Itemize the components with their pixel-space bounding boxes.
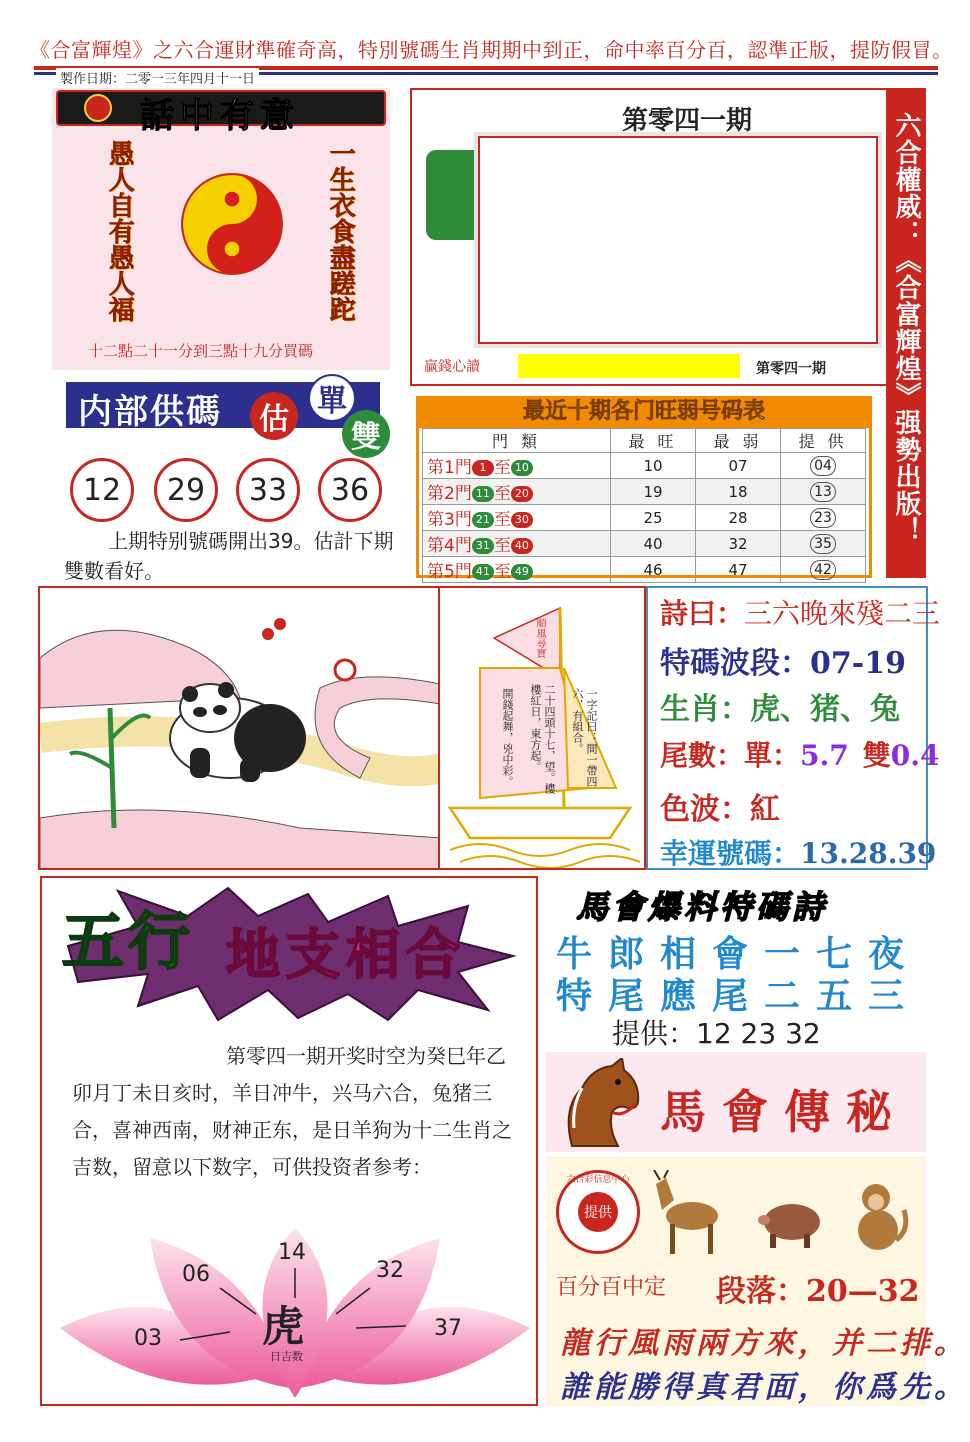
monkey-icon: [846, 1180, 910, 1256]
door-label: 第5門: [427, 562, 472, 582]
supply-number: 29: [154, 458, 218, 522]
strength-table: [422, 428, 866, 583]
mahui-poem-line: 牛郎相會一七夜: [556, 933, 921, 975]
range-value: 20—32: [806, 1274, 920, 1309]
col-header: 最 弱: [696, 429, 781, 453]
col-header: 提 供: [781, 429, 866, 453]
supply-number: 12: [70, 458, 134, 522]
seal-center: 提供: [578, 1192, 618, 1232]
sail-flag-text: 順風尋寶: [534, 618, 545, 658]
table-row: [423, 531, 866, 557]
range-to-word: 至: [493, 562, 511, 582]
poem-value: 13.28.39: [800, 837, 937, 870]
door-label: 第4門: [427, 536, 472, 556]
pig-icon: [756, 1194, 826, 1250]
brush-verse: 誰能勝得真君面，你爲先。: [560, 1370, 968, 1405]
strong-cell: 10: [611, 453, 696, 479]
poem-label: 生肖：: [660, 692, 750, 727]
wuxing-title-a: 五行: [62, 905, 195, 978]
range-label: 段落：: [716, 1274, 806, 1309]
poem-label: 雙: [862, 739, 891, 772]
provide-cell: [781, 479, 866, 505]
mahui-poem-title: 馬會爆料特碼詩: [576, 888, 829, 926]
weak-cell: 18: [696, 479, 781, 505]
issue-decoration: [426, 150, 482, 240]
strong-cell: 25: [611, 505, 696, 531]
lotus-number: 37: [434, 1316, 462, 1341]
table-header-row: [423, 429, 866, 453]
seal-ring-text: 六合彩信息中心: [566, 1175, 630, 1185]
weak-cell: 32: [696, 531, 781, 557]
provide-number: 35: [810, 534, 836, 554]
range-to: 30: [511, 512, 533, 528]
provide-number: 13: [810, 482, 836, 502]
lotus-center-zodiac: 虎: [262, 1302, 305, 1351]
panda-scene-icon: [40, 588, 440, 870]
mahui-provide-label: 提供：: [612, 1017, 697, 1050]
logo-icon: [84, 94, 112, 122]
hzyy-caption: 十二點二十一分到三點十九分買碼: [88, 342, 314, 360]
weak-cell: 47: [696, 557, 781, 583]
sail-panel: [440, 586, 646, 870]
table-row: [423, 505, 866, 531]
side-banner-text: 六合權威：《合富輝煌》强勢出版！: [891, 112, 921, 544]
door-cell: [423, 479, 611, 505]
range-to-word: 至: [493, 484, 511, 504]
provide-number: 04: [810, 456, 836, 476]
provide-cell: [781, 453, 866, 479]
panda-illustration: [38, 586, 440, 870]
supply-number: 36: [318, 458, 382, 522]
couplet-left: 愚人自有愚人福: [104, 140, 135, 322]
lotus-number: 32: [376, 1258, 404, 1283]
range-from: 11: [472, 486, 494, 502]
provide-cell: [781, 505, 866, 531]
weak-cell: 28: [696, 505, 781, 531]
range-to: 49: [511, 564, 533, 580]
poem-value: 虎、猪、兔: [750, 692, 900, 727]
poem-label: 單：: [744, 739, 801, 772]
range-to: 10: [511, 460, 533, 476]
range-to: 20: [511, 486, 533, 502]
hzyy-title: 話中有意: [140, 96, 300, 136]
poem-line: [660, 784, 780, 828]
table-row: [423, 557, 866, 583]
range-from: 21: [472, 512, 494, 528]
internal-supply-note: 上期特别號碼開出39。估計下期雙數看好。: [64, 529, 394, 583]
door-cell: [423, 453, 611, 479]
print-date: 製作日期：二零一三年四月十一日: [56, 68, 259, 87]
door-cell: [423, 557, 611, 583]
table-row: [423, 453, 866, 479]
door-label: 第3門: [427, 510, 472, 530]
issue-yellow-bar: [518, 354, 740, 378]
provide-cell: [781, 531, 866, 557]
range-to-word: 至: [493, 510, 511, 530]
poem-label: 詩曰：: [660, 597, 745, 630]
provide-number: 23: [810, 508, 836, 528]
poem-value: 07-19: [810, 646, 906, 681]
poem-label: 幸運號碼：: [660, 837, 801, 870]
door-label: 第1門: [427, 458, 472, 478]
sail-verse-mid: 二十四頭十七，望。樓樓紅日，東方起。: [529, 684, 556, 794]
poem-label: 尾數：: [660, 739, 745, 772]
issue-title: 第零四一期: [622, 106, 753, 136]
poem-line: [660, 832, 936, 872]
poem-value: 紅: [750, 792, 780, 827]
lotus-center-caption: 日吉数: [270, 1350, 303, 1363]
badge-estimate: 估: [250, 392, 298, 440]
mahui-secret-title: 馬會傳秘: [660, 1085, 908, 1139]
door-cell: [423, 531, 611, 557]
sail-verse-right: 一字記曰：間一帶四六，有組合。: [571, 688, 598, 787]
range-to-word: 至: [493, 458, 511, 478]
poem-label: 色波：: [660, 792, 750, 827]
goat-icon: [652, 1170, 732, 1256]
poem-line: [660, 592, 940, 632]
poem-value: 5.7: [800, 739, 849, 772]
yin-yang-icon: [180, 172, 284, 276]
range-from: 31: [472, 538, 494, 554]
poem-value: 三六晚來殘二三: [744, 597, 941, 630]
col-header: 門 類: [423, 429, 611, 453]
poem-line: [660, 684, 900, 728]
range-to-word: 至: [493, 536, 511, 556]
mahui-provide-numbers: 12 23 32: [696, 1017, 821, 1050]
range-to: 40: [511, 538, 533, 554]
mahui-poem-line: 特尾應尾二五三: [556, 975, 921, 1017]
mahui-provide: [612, 1012, 821, 1052]
col-header: 最 旺: [611, 429, 696, 453]
poem-panel: [646, 586, 941, 870]
sail-verse-left: 開錢起舞，兇中彩。: [501, 688, 514, 787]
wuxing-text: 第零四一期开奖时空为癸巳年乙卯月丁未日亥时，羊日冲牛，兴马六合，兔猪三合，喜神西南，财神正东，是日羊狗为十二生肖之吉数，留意以下数字，可供投资者参考：: [72, 1044, 512, 1179]
certainty-label: 百分百中定: [556, 1275, 667, 1300]
horse-icon: [552, 1058, 644, 1148]
internal-supply-title: 内部供碼: [78, 392, 222, 432]
lotus-number: 06: [182, 1262, 210, 1287]
table-row: [423, 479, 866, 505]
lotus-number: 03: [134, 1326, 162, 1351]
badge-odd: 單: [308, 374, 356, 422]
poem-value: 0.4: [890, 739, 940, 772]
issue-footer-period: 第零四一期: [756, 361, 826, 377]
wuxing-title-b: 地支相合: [226, 922, 466, 986]
couplet-right: 一生衣食盡蹉跎: [325, 140, 356, 322]
range-from: 1: [472, 460, 494, 476]
strong-cell: 46: [611, 557, 696, 583]
poem-label: 特碼波段：: [660, 646, 810, 681]
door-label: 第2門: [427, 484, 472, 504]
lotus-number: 14: [278, 1240, 306, 1265]
issue-footer-label: 贏錢心讀: [424, 359, 480, 375]
door-cell: [423, 505, 611, 531]
strength-table-title: 最近十期各门旺弱号码表: [416, 396, 872, 428]
top-slogan: 《合富輝煌》之六合運財準確奇高，特別號碼生肖期期中到正，命中率百分百，認準正版，提防假冒。: [30, 38, 953, 62]
poem-line: [660, 638, 906, 682]
strong-cell: 40: [611, 531, 696, 557]
provide-cell: [781, 557, 866, 583]
range-line: [716, 1266, 920, 1310]
weak-cell: 07: [696, 453, 781, 479]
supply-number: 33: [236, 458, 300, 522]
poem-line: [660, 734, 939, 774]
brush-verse: 龍行風雨兩方來，并二排。: [560, 1326, 968, 1361]
strong-cell: 19: [611, 479, 696, 505]
range-from: 41: [472, 564, 494, 580]
badge-even: 雙: [342, 410, 390, 458]
issue-blank-area: [478, 136, 878, 344]
provide-number: 42: [810, 560, 836, 580]
